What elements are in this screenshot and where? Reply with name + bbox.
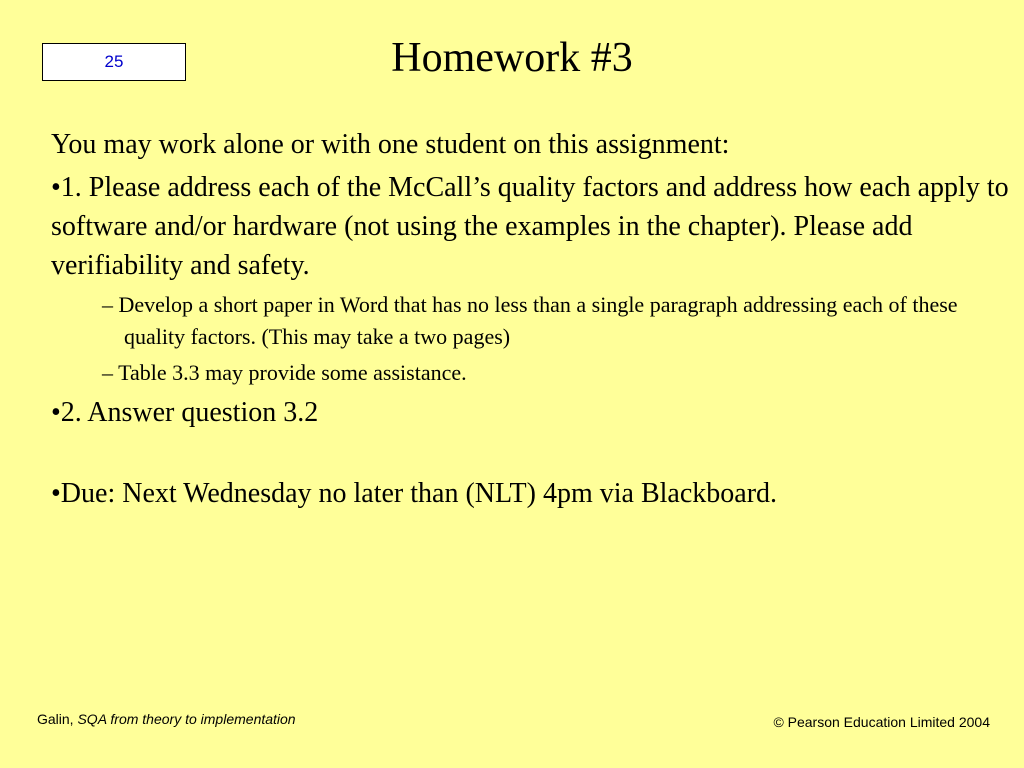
sub-bullet-1: – Develop a short paper in Word that has no less than a single paragraph addressing each of these quality factors. (This may take a two pages)	[102, 292, 958, 349]
intro-text: You may work alone or with one student on this assignment:	[51, 129, 730, 160]
due-text: •Due: Next Wednesday no later than (NLT) 4pm via Blackboard.	[51, 478, 778, 509]
slide-number: 25	[104, 52, 124, 71]
footer-copyright: © Pearson Education Limited 2004	[773, 714, 990, 730]
slide-body	[51, 125, 1011, 517]
bullet-item-2: •2. Answer question 3.2	[51, 397, 319, 428]
bullet-item-1: •1. Please address each of the McCall’s quality factors and address how each apply to software and/or hardware (not using the examples in the chapter). Please add verifiability and safety.	[51, 172, 1009, 281]
spacer	[51, 436, 1011, 474]
sub-bullet-2: – Table 3.3 may provide some assistance.	[102, 360, 467, 385]
footer-book-title: SQA from theory to implementation	[77, 711, 296, 727]
slide-title: Homework #3	[391, 35, 633, 81]
footer-author: Galin,	[37, 711, 78, 727]
footer-citation	[37, 711, 296, 727]
